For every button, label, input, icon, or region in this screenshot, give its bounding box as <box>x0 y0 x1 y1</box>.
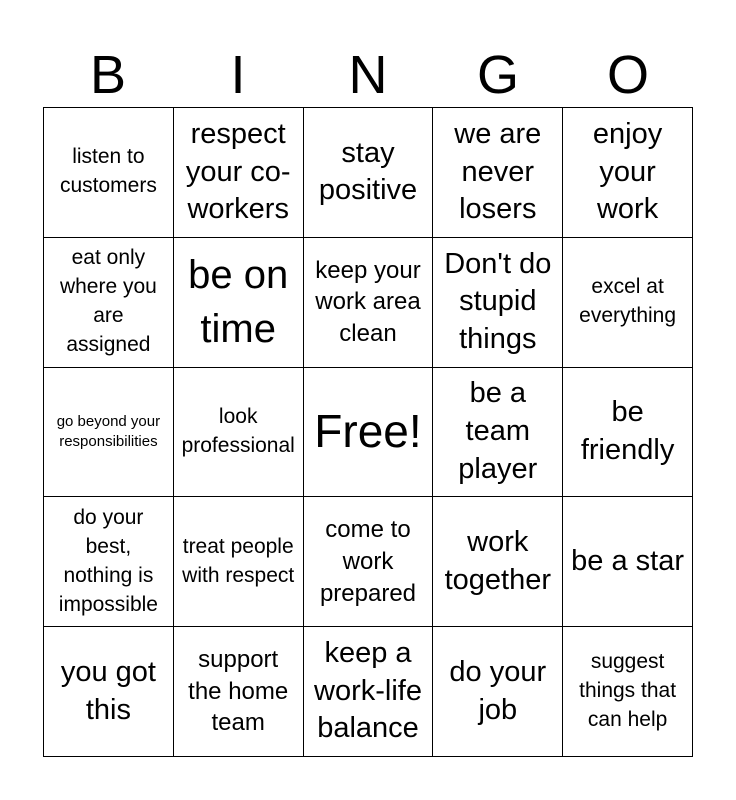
cell-label: work together <box>444 526 551 596</box>
header-letter-b: B <box>89 45 127 105</box>
bingo-cell-r3-c4[interactable] <box>433 368 563 498</box>
bingo-cell-r5-c3[interactable] <box>304 627 434 757</box>
cell-label: keep a work-life balance <box>314 637 422 745</box>
bingo-cell-r5-c1[interactable] <box>44 627 174 757</box>
bingo-cell-r4-c3[interactable] <box>304 497 434 627</box>
bingo-cell-r2-c5[interactable] <box>563 238 693 368</box>
header-letter-o: O <box>606 45 649 105</box>
header-letter-i: I <box>230 45 246 105</box>
cell-label: look professional <box>181 405 295 457</box>
bingo-cell-r3-c2[interactable] <box>174 368 304 498</box>
cell-label: do your best, nothing is impossible <box>58 505 158 616</box>
cell-label: you got this <box>60 655 156 726</box>
bingo-cell-r5-c5[interactable] <box>563 627 693 757</box>
header-letter-n: N <box>348 45 388 105</box>
bingo-cell-r2-c2[interactable] <box>174 238 304 368</box>
bingo-cell-r4-c5[interactable] <box>563 497 693 627</box>
cell-label: be a star <box>571 544 685 577</box>
bingo-cell-r3-c1[interactable] <box>44 368 174 498</box>
cell-label: do your job <box>449 655 547 726</box>
bingo-cell-r4-c2[interactable] <box>174 497 304 627</box>
bingo-board <box>43 107 693 757</box>
cell-label: go beyond your responsibilities <box>56 412 161 450</box>
bingo-cell-r1-c4[interactable] <box>433 108 563 238</box>
cell-label: respect your co-workers <box>185 117 291 226</box>
bingo-cell-r2-c4[interactable] <box>433 238 563 368</box>
bingo-cell-r2-c1[interactable] <box>44 238 174 368</box>
bingo-cell-r5-c2[interactable] <box>174 627 304 757</box>
bingo-cell-r5-c4[interactable] <box>433 627 563 757</box>
bingo-cell-r4-c4[interactable] <box>433 497 563 627</box>
cell-label: keep your work area clean <box>315 256 421 348</box>
bingo-cell-r4-c1[interactable] <box>44 497 174 627</box>
cell-label: excel at everything <box>579 275 677 328</box>
cell-label: suggest things that can help <box>579 650 677 732</box>
bingo-cell-r1-c5[interactable] <box>563 108 693 238</box>
bingo-cell-r1-c1[interactable] <box>44 108 174 238</box>
bingo-cell-r1-c3[interactable] <box>304 108 434 238</box>
header-letter-g: G <box>476 45 519 105</box>
bingo-cell-r1-c2[interactable] <box>174 108 304 238</box>
cell-label: treat people with respect <box>182 534 295 587</box>
cell-label: we are never losers <box>454 117 542 226</box>
cell-label: listen to customers <box>59 145 157 198</box>
cell-label: stay positive <box>318 136 418 207</box>
cell-label: be a team player <box>458 377 538 485</box>
cell-label: be on time <box>188 253 289 352</box>
bingo-cell-r2-c3[interactable] <box>304 238 434 368</box>
bingo-cell-free[interactable] <box>304 368 434 498</box>
cell-label: eat only where you are assigned <box>59 246 157 357</box>
cell-label: support the home team <box>188 646 289 737</box>
cell-label: enjoy your work <box>592 117 663 226</box>
free-space-label: Free! <box>314 405 422 458</box>
cell-label: be friendly <box>580 396 675 466</box>
cell-label: come to work prepared <box>319 516 417 607</box>
bingo-header <box>43 44 693 106</box>
bingo-cell-r3-c5[interactable] <box>563 368 693 498</box>
cell-label: Don't do stupid things <box>444 247 552 356</box>
